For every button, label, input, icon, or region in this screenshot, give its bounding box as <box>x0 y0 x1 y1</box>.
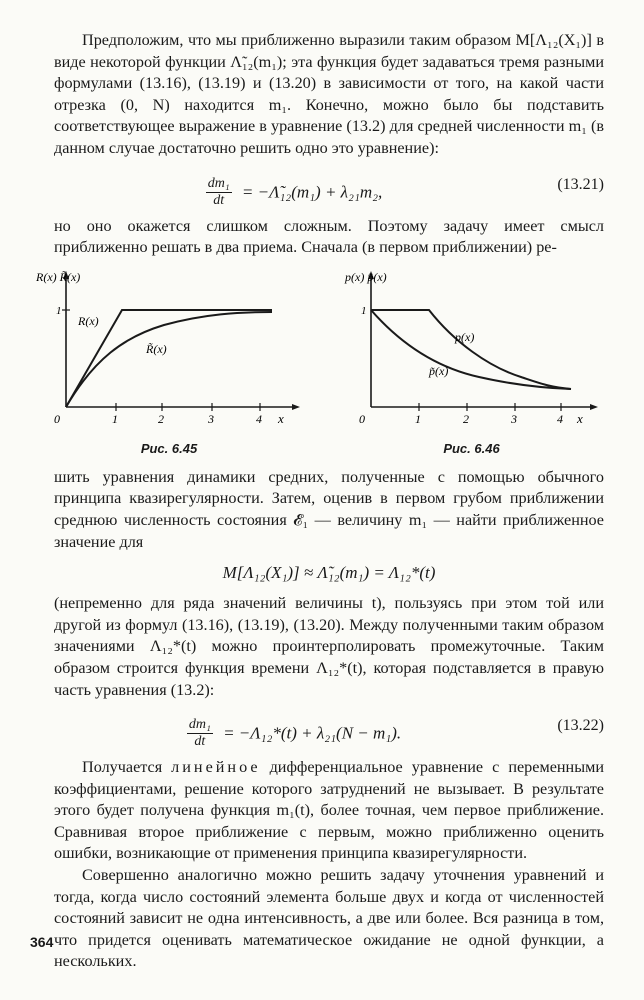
x-tick-1: 1 <box>415 411 421 426</box>
figure-6-45 <box>34 267 304 456</box>
origin-label: 0 <box>54 411 60 426</box>
x-tick-1: 1 <box>112 411 118 426</box>
y-tick-label: 1 <box>361 304 367 317</box>
figure-6-46-plot <box>339 267 604 437</box>
caption-6-46: Рис. 6.46 <box>443 440 500 456</box>
paragraph-method: шить уравнения динамики средних, полученные с помощью обычного принципа квазирегулярности. Затем, оценив в первом грубом приближении среднюю численность состояния 𝓔₁ — величину m₁ — найти приближенное значение для <box>54 467 604 551</box>
paragraph-continued: но оно окажется слишком сложным. Поэтому задачу имеет смысл приближенно решать в два приема. Сначала (в первом приближении) ре- <box>54 216 604 257</box>
paragraph-intro: Предположим, что мы приближенно выразили таким образом M[Λ₁₂(X₁)] в виде некоторой функции Λ̃₁₂(m₁); эта функция будет задаваться тремя разными формулами (13.16), (13.19) и (13.20) в зависимости от того, на какой части отрезка (0, N) находится m₁. Конечно, можно было бы подставить соответствующее выражение в уравнение (13.2) для средней численности m₁ (в данном случае достаточно решить одно это уравнение): <box>54 31 604 157</box>
x-tick-3: 3 <box>208 411 214 426</box>
curve-p-tilde <box>371 310 571 389</box>
x-tick-4: 4 <box>256 411 262 426</box>
equation-13-21 <box>54 166 604 210</box>
x-axis-arrow <box>590 404 598 410</box>
curve-p <box>371 310 571 389</box>
figures-row <box>36 267 604 463</box>
x-axis-label: x <box>278 410 284 426</box>
x-axis-arrow <box>292 404 300 410</box>
y-axis-label: R(x) R̃(x) <box>36 269 81 284</box>
eq2-rhs: = −Λ₁₂*(t) + λ₂₁(N − m₁). <box>223 723 402 743</box>
eq1-denominator: dt <box>213 192 225 208</box>
paragraph-interpolation: (непременно для ряда значений величины t), пользуясь при этом той или другой из формул (13.16), (13.19), (13.20). Между полученными таким образом значениями Λ₁₂*(t) можно проинтерполировать промежуточные. Таким образом строится функция времени Λ₁₂*(t), которая подставляется в правую часть уравнения (13.2): <box>54 594 604 699</box>
eq1-number: (13.21) <box>557 175 604 193</box>
curve-label-R-tilde: R̃(x) <box>146 341 167 356</box>
equation-expectation: M[Λ₁₂(X₁)] ≈ Λ̃₁₂(m₁) = Λ₁₂*(t) <box>222 563 436 583</box>
y-axis-label: p(x) p̃(x) <box>345 269 387 284</box>
paragraph-linear: Получается линейное дифференциальное уравнение с переменными коэффициентами, решение которого затруднений не вызывает. В результате этого будет получена функция m₁(t), более точная, чем первое приближение. Сравнивая второе приближение с первым, можно приближенно оценить ошибки, возникающие от применения принципа квазирегулярности. <box>54 758 604 863</box>
caption-6-45: Рис. 6.45 <box>140 440 198 456</box>
y-tick-label: 1 <box>56 304 62 317</box>
x-tick-2: 2 <box>158 411 164 426</box>
curve-label-p-tilde: p̃(x) <box>429 363 449 378</box>
eq2-number: (13.22) <box>557 717 604 735</box>
page-number: 364 <box>30 934 54 950</box>
x-tick-2: 2 <box>463 411 469 426</box>
figure-6-46 <box>339 267 604 456</box>
curve-label-p: p(x) <box>455 329 475 344</box>
origin-label: 0 <box>359 411 365 426</box>
curve-label-R: R(x) <box>78 313 99 328</box>
eq2-denominator: dt <box>194 734 206 750</box>
figure-6-45-plot <box>34 267 304 437</box>
eq2-numerator: dm₁ <box>188 717 211 733</box>
eq1-numerator: dm₁ <box>207 175 230 191</box>
equation-13-22 <box>54 707 604 751</box>
paragraph-conclusion: Совершенно аналогично можно решить задачу уточнения уравнений и тогда, когда число состояний элемента больше двух и когда от численностей состояний зависит не одна интенсивность, а две или более. Вся разница в том, что придется оценивать математическое ожидание не одной функции, а нескольких. <box>54 866 604 971</box>
x-tick-3: 3 <box>511 411 517 426</box>
emphasis-linear: линейное <box>171 758 261 777</box>
x-tick-4: 4 <box>557 411 563 426</box>
x-axis-label: x <box>577 410 583 426</box>
eq1-rhs: = −Λ̃₁₂(m₁) + λ₂₁m₂, <box>241 182 383 202</box>
